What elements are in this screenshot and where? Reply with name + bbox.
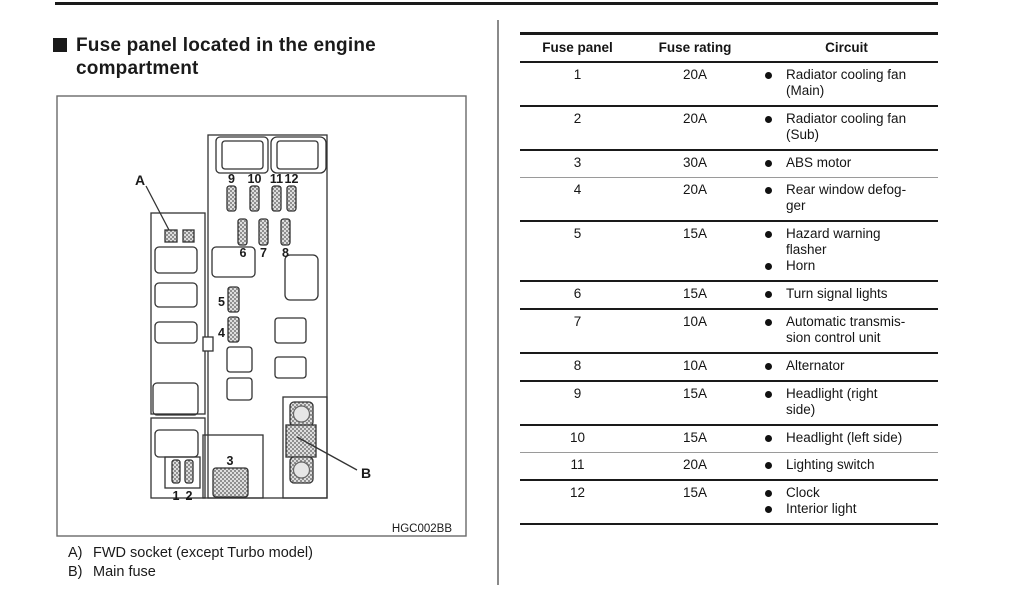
main-fuse-bolt-bottom xyxy=(294,462,310,478)
fuse-8 xyxy=(281,219,290,245)
fuse-rating-value: 20A xyxy=(682,67,708,82)
diagram-legend xyxy=(68,544,313,582)
circuit-line: Turn signal lights xyxy=(786,286,888,301)
circuit-cell xyxy=(755,309,938,353)
fuse-1-2-box xyxy=(165,457,200,488)
fuse-rating-value: 30A xyxy=(635,150,755,178)
fuse-panel-number: 5 xyxy=(520,221,635,281)
bullet-icon xyxy=(765,291,772,298)
table-row xyxy=(520,281,938,309)
fuse-rating-value: 15A xyxy=(635,221,755,281)
label-fuse-1: 1 xyxy=(172,489,180,503)
label-fuse-12: 12 xyxy=(284,172,299,186)
circuit-line: ABS motor xyxy=(786,155,852,170)
fuse-panel-number: 9 xyxy=(520,381,635,425)
label-fuse-3: 3 xyxy=(226,454,234,468)
diagram-frame xyxy=(57,96,466,536)
table-row xyxy=(520,353,938,381)
fuse-rating-value: 20A xyxy=(635,453,755,481)
table-row xyxy=(520,106,938,150)
circuit-line: Alternator xyxy=(786,358,845,373)
fuse-table xyxy=(520,32,938,525)
bullet-icon xyxy=(765,435,772,442)
circuit-line: Clock xyxy=(786,485,820,500)
main-fuse-bolt-top xyxy=(294,406,310,422)
table-row xyxy=(520,150,938,178)
section-title xyxy=(53,34,443,80)
label-fuse-11: 11 xyxy=(269,172,284,186)
circuit-item xyxy=(755,258,938,274)
label-fuse-2: 2 xyxy=(185,489,193,503)
circuit-cell xyxy=(755,62,938,106)
circuit-line: Radiator cooling fan xyxy=(786,67,907,82)
circuit-line: flasher xyxy=(786,242,827,257)
legend-text-b: Main fuse xyxy=(93,564,156,580)
table-row xyxy=(520,425,938,453)
circuit-cell xyxy=(755,178,938,222)
circuit-item xyxy=(755,485,938,501)
circuit-line: Rear window defog- xyxy=(786,182,907,197)
table-row xyxy=(520,221,938,281)
table-row xyxy=(520,178,938,222)
label-fuse-10: 10 xyxy=(247,172,262,186)
fuse-panel-number: 3 xyxy=(520,150,635,178)
fuse-3 xyxy=(213,468,248,497)
bullet-icon xyxy=(765,490,772,497)
left-panel-slot-1 xyxy=(155,247,197,273)
circuit-line: Headlight (right xyxy=(786,386,878,401)
header-fuse-panel: Fuse panel xyxy=(520,34,635,63)
fuse-table-body xyxy=(520,62,938,524)
bullet-icon xyxy=(765,391,772,398)
fuse-7 xyxy=(259,219,268,245)
circuit-item xyxy=(755,67,938,99)
fuse-1 xyxy=(172,460,180,483)
fuse-panel-number: 12 xyxy=(520,480,635,524)
circuit-line: Interior light xyxy=(786,501,857,516)
bullet-icon xyxy=(765,160,772,167)
fuse-6 xyxy=(238,219,247,245)
circuit-item xyxy=(755,457,938,473)
fuse-panel-number: 7 xyxy=(520,309,635,353)
fuse-panel-number: 10 xyxy=(520,425,635,453)
fuse-12 xyxy=(287,186,296,211)
fuse-panel-number: 2 xyxy=(520,106,635,150)
label-fuse-5: 5 xyxy=(218,295,225,309)
circuit-line: (Sub) xyxy=(786,127,820,142)
header-fuse-rating: Fuse rating xyxy=(635,34,755,63)
table-row xyxy=(520,453,938,481)
circuit-item xyxy=(755,226,938,258)
legend-item-a xyxy=(68,544,313,563)
fuse-9 xyxy=(227,186,236,211)
figure-code: HGC002BB xyxy=(391,523,452,535)
fuse-rating-value: 15A xyxy=(635,425,755,453)
circuit-cell xyxy=(755,221,938,281)
relay-container-left xyxy=(216,137,268,173)
table-row xyxy=(520,381,938,425)
circuit-line: (Main) xyxy=(786,83,825,98)
middle-relay-box xyxy=(212,247,255,277)
label-fuse-4: 4 xyxy=(218,326,225,340)
circuit-line: Lighting switch xyxy=(786,457,875,472)
circuit-line: Horn xyxy=(786,258,816,273)
circuit-cell xyxy=(755,480,938,524)
fuse-rating-value: 20A xyxy=(635,178,755,222)
middle-slot-2 xyxy=(227,378,252,400)
right-slot-2 xyxy=(275,357,306,378)
circuit-item xyxy=(755,155,938,171)
circuit-line: side) xyxy=(786,402,816,417)
legend-text-a: FWD socket (except Turbo model) xyxy=(93,545,313,561)
fuse-4 xyxy=(228,317,239,342)
table-row xyxy=(520,480,938,524)
bullet-icon xyxy=(765,116,772,123)
bullet-icon xyxy=(765,72,772,79)
right-slot-1 xyxy=(275,318,306,343)
circuit-item xyxy=(755,286,938,302)
circuit-line: Radiator cooling fan xyxy=(786,111,907,126)
legend-key-b: B) xyxy=(68,564,83,580)
fuse-11 xyxy=(272,186,281,211)
left-panel-slot-4 xyxy=(153,383,198,415)
circuit-line: Headlight (left side) xyxy=(786,430,903,445)
table-row xyxy=(520,62,938,106)
circuit-line: ger xyxy=(786,198,806,213)
circuit-item xyxy=(755,386,938,418)
label-b: B xyxy=(361,465,372,481)
circuit-line: Automatic transmis- xyxy=(786,314,906,329)
page-top-rule xyxy=(55,2,938,5)
table-row xyxy=(520,309,938,353)
section-marker-square-icon xyxy=(53,38,67,52)
circuit-item xyxy=(755,430,938,446)
right-relay-box xyxy=(285,255,318,300)
header-circuit: Circuit xyxy=(755,34,938,63)
fuse-box-diagram xyxy=(56,95,468,538)
fuse-rating-value: 15A xyxy=(635,281,755,309)
label-fuse-8: 8 xyxy=(282,246,289,260)
label-a-pointer-line xyxy=(146,186,169,230)
left-panel-slot-2 xyxy=(155,283,197,307)
circuit-cell xyxy=(755,425,938,453)
circuit-cell xyxy=(755,353,938,381)
fuse-rating-value: 10A xyxy=(635,309,755,353)
bullet-icon xyxy=(765,231,772,238)
left-panel-notch xyxy=(203,337,213,351)
circuit-item xyxy=(755,358,938,374)
circuit-item xyxy=(755,182,938,214)
fuse-panel-number: 6 xyxy=(520,281,635,309)
circuit-item xyxy=(755,314,938,346)
fuse-rating-value: 10A xyxy=(635,353,755,381)
circuit-cell xyxy=(755,453,938,481)
circuit-line: Hazard warning xyxy=(786,226,881,241)
fuse-panel-number: 11 xyxy=(520,453,635,481)
middle-slot-1 xyxy=(227,347,252,372)
bullet-icon xyxy=(765,263,772,270)
circuit-item xyxy=(755,501,938,517)
left-panel-slot-5 xyxy=(155,430,198,457)
circuit-cell xyxy=(755,281,938,309)
circuit-cell xyxy=(755,381,938,425)
fuse-10 xyxy=(250,186,259,211)
bullet-icon xyxy=(765,462,772,469)
bullet-icon xyxy=(765,319,772,326)
bullet-icon xyxy=(765,363,772,370)
fuse-rating-value: 15A xyxy=(635,480,755,524)
label-fuse-9: 9 xyxy=(228,172,235,186)
circuit-cell xyxy=(755,106,938,150)
relay-right xyxy=(277,141,318,169)
fuse-table-header-row xyxy=(520,34,938,63)
fuse-5 xyxy=(228,287,239,312)
circuit-cell xyxy=(755,150,938,178)
fuse-2 xyxy=(185,460,193,483)
bullet-icon xyxy=(765,506,772,513)
circuit-line: sion control unit xyxy=(786,330,881,345)
column-divider xyxy=(497,20,499,585)
legend-item-b xyxy=(68,563,313,582)
fwd-socket-left xyxy=(165,230,177,242)
relay-left xyxy=(222,141,263,169)
label-a: A xyxy=(135,172,146,188)
circuit-item xyxy=(755,111,938,143)
bullet-icon xyxy=(765,187,772,194)
fuse-panel-number: 8 xyxy=(520,353,635,381)
fwd-socket-right xyxy=(183,230,194,242)
main-fuse-middle xyxy=(286,425,316,457)
fuse-panel-number: 4 xyxy=(520,178,635,222)
left-panel-slot-3 xyxy=(155,322,197,343)
fuse-rating-value: 15A xyxy=(635,381,755,425)
fuse-panel-number: 1 xyxy=(573,67,582,82)
label-fuse-6: 6 xyxy=(239,246,247,260)
label-fuse-7: 7 xyxy=(260,246,267,260)
section-title-text: Fuse panel located in the engine compartment xyxy=(76,35,376,79)
legend-key-a: A) xyxy=(68,545,83,561)
fuse-rating-value: 20A xyxy=(635,106,755,150)
